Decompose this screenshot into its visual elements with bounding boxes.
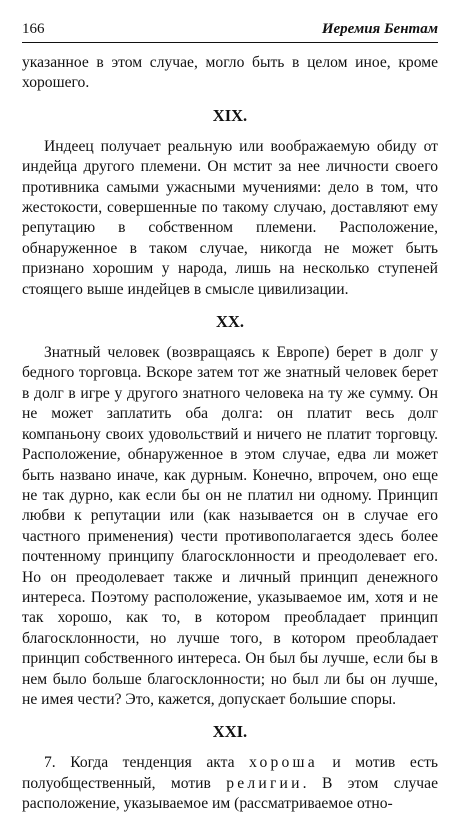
paragraph-xx: Знатный человек (возвращаясь к Европе) берет в долг у бедного торговца. Вскоре затем тот же знатный человек берет в долг в игре у другого знатного человека на ту же сумму. Он не может заплатить оба долга: он платит весь долг компаньону своих удовольствий и ничего не платит торговцу. Расположение, обнаруженное в этом случае, едва ли может быть названо иначе, как дурным. Конечно, впрочем, оно еще не так дурно, как если бы он не платил ни одному. Принцип любви к репутации или (как называется он в случае его частного применения) чести противополагается здесь более почтенному принципу благосклонности и преодолевает его. Но он преодолевает также и личный принцип денежного интереса. Поэтому расположение, указываемое им, хотя и не так хорошо, как то, в котором преобладает принцип благосклонности, но лучше того, в котором преобладает принцип собственного интереса. Он был бы лучше, если бы в нем было больше благосклонности; но был ли бы он лучше, не имея чести? Это, кажется, допускает большие споры. xyxy=(22,344,438,708)
running-head xyxy=(22,18,438,42)
section-heading-xix: XIX. xyxy=(212,105,248,125)
section-heading-xx: XX. xyxy=(216,312,244,332)
section-heading-xxi: XXI. xyxy=(212,722,248,742)
emphasis-good: хороша xyxy=(249,754,318,772)
paragraph-xxi-part-1: 7. Когда тенденция акта xyxy=(44,754,250,772)
paragraph-xix: Индеец получает реальную или воображаемую обиду от индейца другого племени. Он мстит за нее личности своего противника самыми ужасными мучениями: дело в том, что жестокости, совершенные по такому случаю, доставляют ему репутацию в собственном племени. Расположение, обнаруженное в таком случае, никогда не может быть признано хорошим у народа, лишь на несколько ступеней стоящего выше индейцев в смысле цивилизации. xyxy=(22,137,438,298)
body-text xyxy=(22,53,438,815)
paragraph-xxi xyxy=(22,753,438,814)
paragraph-xxi-part-3: . В этом случае расположение, указываемое им (рассматриваемое отно- xyxy=(22,774,438,813)
header-rule xyxy=(22,42,438,43)
emphasis-religion: религии xyxy=(226,774,303,792)
running-title: Иеремия Бентам xyxy=(321,21,438,37)
paragraph-continuation: указанное в этом случае, могло быть в целом иное, кроме хорошего. xyxy=(22,54,438,92)
page-number: 166 xyxy=(22,21,45,37)
paragraph-xxi-part-2: и мотив есть полуобщественный, мотив xyxy=(22,754,438,792)
